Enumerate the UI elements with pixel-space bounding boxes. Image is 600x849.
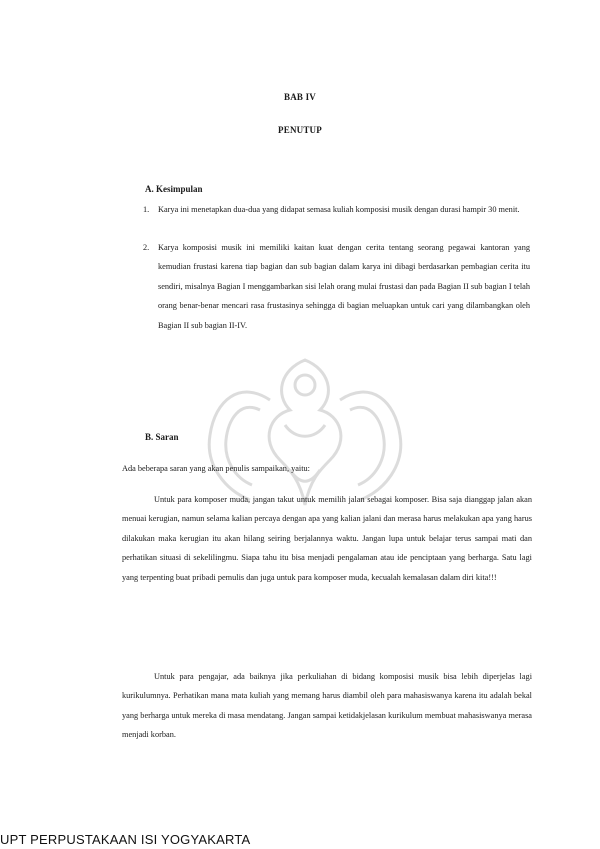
suggestion-paragraph-2: Untuk para pengajar, ada baiknya jika perkuliahan di bidang komposisi musik bisa lebih diperjelas lagi kurikulumnya. Perhatikan mana mata kuliah yang memang harus diambil oleh para mahasiswanya karena itu adalah bekal yang berharga untuk mereka di masa mendatang. Jangan sampai ketidakjelasan kurikulum membuat mahasiswanya merasa menjadi korban.	[122, 672, 532, 740]
list-number: 2.	[143, 243, 150, 252]
suggestion-paragraph-1: Untuk para komposer muda, jangan takut untuk memilih jalan sebagai komposer. Bisa saja dianggap jalan akan menuai kerugian, namun selama kalian percaya dengan apa yang kalian jalani dan merasa harus melakukan apa yang harus dilakukan maka kerugian itu akan hilang seiring berjalannya waktu. Jangan lupa untuk belajar terus sampai mati dan perhatikan situasi di sekelilingmu. Siapa tahu itu bisa menjadi pengalaman atau ide penciptaan yang berharga. Satu lagi yang terpenting buat pribadi pemulis dan juga untuk para komposer muda, kecualah kemalasan dalam diri kita!!!	[122, 495, 532, 582]
section-b-title: B. Saran	[145, 432, 179, 442]
list-number: 1.	[143, 205, 150, 214]
conclusion-item-2: Karya komposisi musik ini memiliki kaitan kuat dengan cerita tentang seorang pegawai kantoran yang kemudian frustasi karena tiap bagian dan sub bagian dalam karya ini dibagi berdasarkan pembagian cerita itu sendiri, misalnya Bagian I menggambarkan sisi lelah orang mulai frustasi dan pada Bagian II sub bagian I telah orang benar-benar mencari rasa frustasinya sehingga di bagian meluapkan untuk cari yang dilambangkan oleh Bagian II sub bagian II-IV.	[158, 243, 530, 330]
suggestion-intro: Ada beberapa saran yang akan penulis sampaikan, yaitu:	[122, 464, 310, 473]
chapter-number: BAB IV	[284, 92, 316, 102]
section-a-title: A. Kesimpulan	[145, 184, 203, 194]
conclusion-item-1: Karya ini menetapkan dua-dua yang didapat semasa kuliah komposisi musik dengan durasi hampir 30 menit.	[158, 205, 520, 214]
library-footer-stamp: UPT PERPUSTAKAAN ISI YOGYAKARTA	[0, 832, 251, 847]
chapter-title: PENUTUP	[278, 125, 322, 135]
